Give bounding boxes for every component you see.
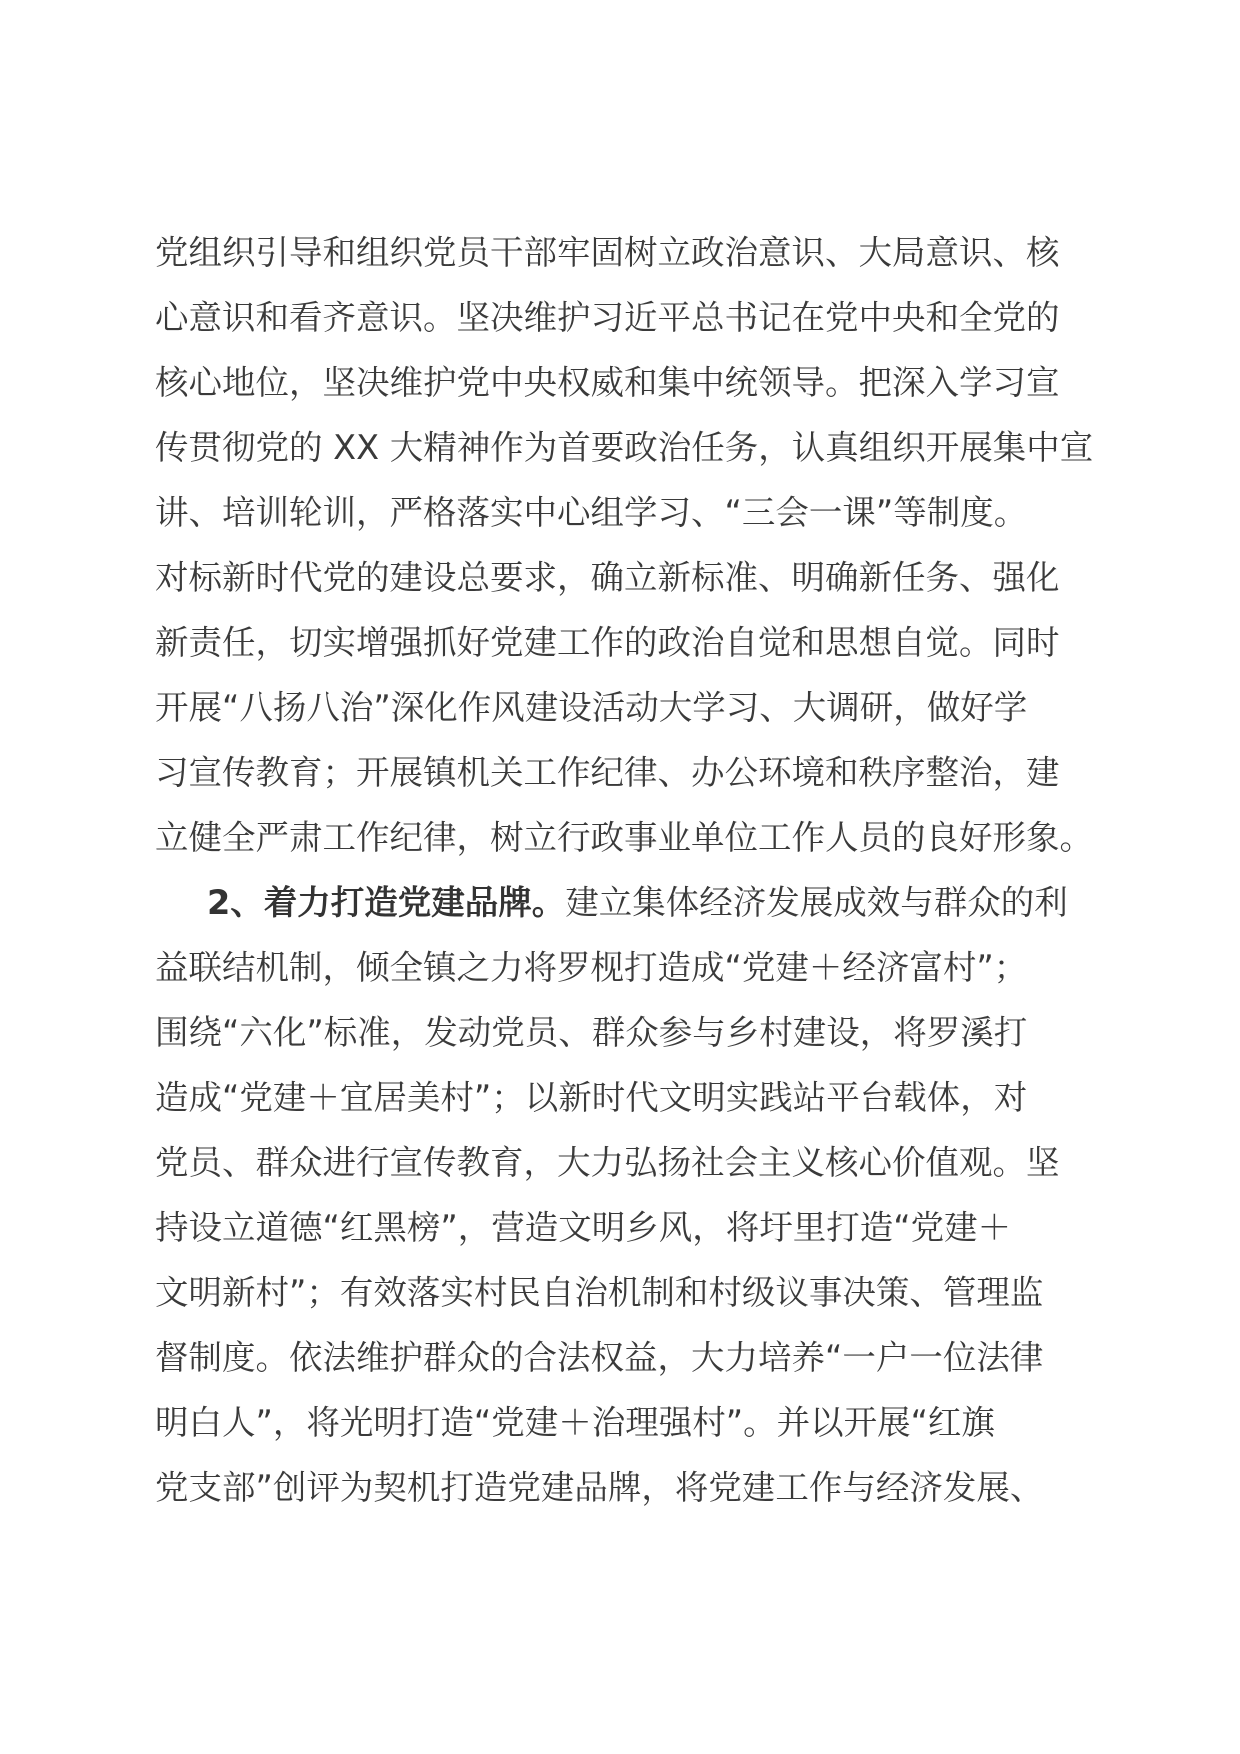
- paragraph-party-brand: [155, 870, 1095, 1520]
- text-line: 持设立道德“红黑榜”，营造文明乡风，将圩里打造“党建＋: [155, 1208, 1012, 1247]
- text-line: 新责任，切实增强抓好党建工作的政治自觉和思想自觉。同时: [155, 623, 1060, 662]
- text-line-first: [155, 870, 1095, 935]
- text-line: 造成“党建＋宜居美村”；以新时代文明实践站平台载体，对: [155, 1078, 1028, 1117]
- text-line: 党组织引导和组织党员干部牢固树立政治意识、大局意识、核: [155, 233, 1060, 272]
- text-line: 明白人”，将光明打造“党建＋治理强村”。并以开展“红旗: [155, 1403, 995, 1442]
- text-line: 党员、群众进行宣传教育，大力弘扬社会主义核心价值观。坚: [155, 1143, 1060, 1182]
- text-line: 开展“八扬八治”深化作风建设活动大学习、大调研，做好学: [155, 688, 1028, 727]
- text-line: 党支部”创评为契机打造党建品牌，将党建工作与经济发展、: [155, 1468, 1044, 1507]
- section-text: 建立集体经济发展成效与群众的利: [565, 883, 1068, 922]
- text-line: 习宣传教育；开展镇机关工作纪律、办公环境和秩序整治，建: [155, 753, 1060, 792]
- text-line: 立健全严肃工作纪律，树立行政事业单位工作人员的良好形象。: [155, 818, 1093, 857]
- document-body: [155, 220, 1095, 1520]
- paragraph-political-awareness: [155, 220, 1095, 870]
- text-line: 围绕“六化”标准，发动党员、群众参与乡村建设，将罗溪打: [155, 1013, 1028, 1052]
- text-line: 核心地位，坚决维护党中央权威和集中统领导。把深入学习宣: [155, 363, 1060, 402]
- text-line: 传贯彻党的 XX 大精神作为首要政治任务，认真组织开展集中宣: [155, 428, 1094, 467]
- text-line: 对标新时代党的建设总要求，确立新标准、明确新任务、强化: [155, 558, 1060, 597]
- section-heading: 2、着力打造党建品牌。: [207, 883, 566, 922]
- text-line: 讲、培训轮训，严格落实中心组学习、“三会一课”等制度。: [155, 493, 1028, 532]
- text-line: 文明新村”；有效落实村民自治机制和村级议事决策、管理监: [155, 1273, 1044, 1312]
- text-line: 心意识和看齐意识。坚决维护习近平总书记在党中央和全党的: [155, 298, 1060, 337]
- text-line: 督制度。依法维护群众的合法权益，大力培养“一户一位法律: [155, 1338, 1044, 1377]
- text-line: 益联结机制，倾全镇之力将罗枧打造成“党建＋经济富村”；: [155, 948, 1028, 987]
